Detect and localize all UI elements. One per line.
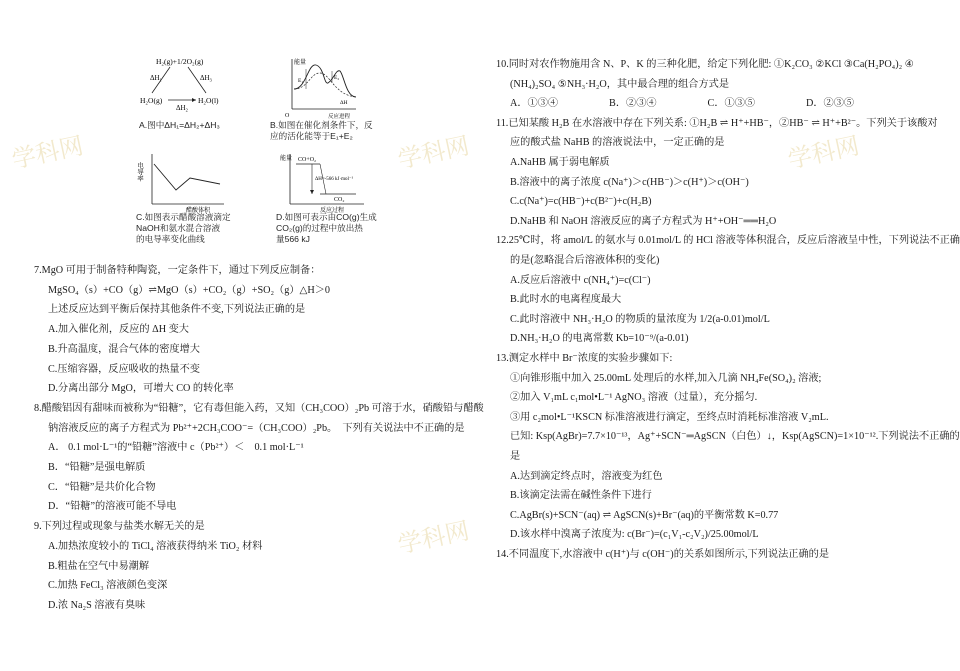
question-stem: 13.测定水样中 Br⁻浓度的实验步骤如下: [496,353,673,364]
watermark-text: 学科网 [395,516,472,559]
question-stem: 10.同时对农作物施用含 N、P、K 的三种化肥，给定下列化肥: ①K₂CO₃ ②KCl ③Ca(H₂PO₄)₂ ④ [496,59,914,70]
question-line: 的是(忽略混合后溶液体积的变化) [510,255,660,266]
question-line: A.达到滴定终点时，溶液变为红色 [510,470,663,482]
figure-d-energy-diagram [280,150,370,212]
svg-text:H₂O(g): H₂O(g) [140,96,163,105]
svg-text:ΔH=-566 kJ·mol⁻¹: ΔH=-566 kJ·mol⁻¹ [315,177,354,182]
question-stem: 8.醋酸铝因有甜味而被称为“铅糖”，它有毒但能入药，又知（CH₃COO）₂Pb 可溶于水，硝酸铅与醋酸 [34,402,484,414]
question-line: C.AgBr(s)+SCN⁻(aq) ⇌ AgSCN(s)+Br⁻(aq)的平衡常数 K=0.77 [510,509,779,521]
question-line: C．“铅糖”是共价化合物 [48,481,156,493]
svg-text:H₂O(l): H₂O(l) [198,96,219,105]
svg-text:电导率: 电导率 [136,162,144,182]
question-line: (NH₄)₂SO₄ ⑤NH₃·H₂O，其中最合理的组合方式是 [510,78,730,90]
question-line: C.c(Na⁺)=c(HB⁻)+c(B²⁻)+c(H₂B) [510,196,652,208]
svg-text:反应过程: 反应过程 [320,207,345,214]
svg-text:CO₂: CO₂ [334,197,345,203]
figure-b-energy-profile [284,55,364,119]
question-line: D.NaHB 和 NaOH 溶液反应的离子方程式为 H⁺+OH⁻══H₂O [510,215,777,227]
svg-text:ΔH: ΔH [340,100,348,106]
question-line: A． 0.1 mol·L⁻¹的“铅糖”溶液中 c（Pb²⁺）＜ 0.1 mol·L⁻¹ [48,442,304,454]
question-line: D.NH₃·H₂O 的电离常数 Kb=10⁻⁹/(a-0.01) [510,333,689,345]
question-line: D.分离出部分 MgO，可增大 CO 的转化率 [48,383,234,395]
question-line: B.粗盐在空气中易潮解 [48,560,150,572]
question-line: A.加入催化剂，反应的 ΔH 变大 [48,324,189,336]
question-line: B.升高温度，混合气体的密度增大 [48,343,200,355]
watermark-3 [785,131,930,185]
svg-text:O: O [285,113,290,119]
svg-text:E₂: E₂ [334,75,340,81]
svg-text:H₂(g)+1/2O₂(g): H₂(g)+1/2O₂(g) [156,57,204,66]
question-line: 钠溶液反应的离子方程式为 Pb²⁺+2CH₃COO⁻=（CH₃COO）₂Pb。 下列有关说法中不正确的是 [48,422,465,434]
figure-c-conductivity-curve [136,150,230,214]
question-line: B.此时水的电离程度最大 [510,294,622,306]
question-line: 上述反应达到平衡后保持其他条件不变,下列说法正确的是 [48,304,306,316]
watermark-text: 学科网 [9,131,86,174]
watermark-text: 学科网 [785,131,862,174]
svg-text:能量: 能量 [294,59,307,66]
figure-d-caption: D.如图可表示由CO(g)生成 CO₂(g)的过程中放出热 量566 kJ [276,212,377,244]
question-line: C.压缩容器，反应吸收的热量不变 [48,363,200,375]
question-line: B．“铅糖”是强电解质 [48,462,146,473]
question-line: A.反应后溶液中 c(NH₄⁺)=c(Cl⁻) [510,274,651,286]
question-line: C.加热 FeCl₃ 溶液颜色变深 [48,580,168,592]
question-stem: 9.下列过程或现象与盐类水解无关的是 [34,521,205,533]
svg-text:反应进程: 反应进程 [328,114,351,120]
question-line: D.浓 Na₂S 溶液有臭味 [48,599,146,611]
question-line: ②加入 V₁mL c₁mol•L⁻¹ AgNO₃ 溶液（过量），充分摇匀. [510,392,758,404]
question-line: D．“铅糖”的溶液可能不导电 [48,501,177,513]
svg-text:ΔH₂: ΔH₂ [176,104,188,112]
figure-a-caption: A.图中ΔH₁=ΔH₂+ΔH₃ [139,120,220,130]
figure-b-caption: B.如图在催化剂条件下，反 应的活化能等于E₁+E₂ [270,120,373,141]
question-line: 应的酸式盐 NaHB 的溶液说法中，一定正确的是 [510,137,725,149]
svg-text:E₁: E₁ [298,78,304,84]
svg-text:ΔH₃: ΔH₃ [200,74,212,82]
question-line: MgSO₄（s）+CO（g）⇌MgO（s）+CO₂（g）+SO₂（g）△H＞0 [48,284,330,296]
question-line: A.NaHB 属于弱电解质 [510,157,610,168]
svg-text:ΔH₁: ΔH₁ [150,74,162,82]
svg-text:能量: 能量 [280,155,293,162]
svg-text:醋酸体积: 醋酸体积 [186,207,211,214]
question-stem: 7.MgO 可用于制备特种陶瓷，一定条件下，通过下列反应制备： [34,265,321,276]
question-line: ③用 c₂mol•L⁻¹KSCN 标准溶液进行滴定，至终点时消耗标准溶液 V₂mL. [510,411,829,423]
question-line: C.此时溶液中 NH₃·H₂O 的物质的量浓度为 1/2(a-0.01)mol/L [510,313,770,325]
question-line: A．①③④ B．②③④ C．①③⑤ D．②③⑤ [510,98,855,110]
question-line: D.该水样中溴离子浓度为: c(Br⁻)=(c₁V₁-c₂V₂)/25.00mol/L [510,529,759,541]
question-line: B.溶液中的离子浓度 c(Na⁺)＞c(HB⁻)＞c(H⁺)＞c(OH⁻) [510,176,749,188]
question-line: B.该滴定法需在碱性条件下进行 [510,490,652,502]
question-line: 已知: Ksp(AgBr)=7.7×10⁻¹³，Ag⁺+SCN⁻═AgSCN（白色）↓，Ksp(AgSCN)=1×10⁻¹².下列说法不正确的 [510,431,960,443]
figure-a-hess-diagram [138,55,228,111]
svg-text:CO+O₂: CO+O₂ [298,157,317,163]
question-stem: 14.不同温度下,水溶液中 c(H⁺)与 c(OH⁻)的关系如图所示,下列说法正确的是 [496,549,830,560]
question-line: 是 [510,451,521,462]
watermark-1 [9,131,134,185]
figure-c-caption: C.如图表示醋酸溶液滴定 NaOH和氨水混合溶液 的电导率变化曲线 [136,212,231,244]
question-line: ①向锥形瓶中加入 25.00mL 处理后的水样,加入几滴 NH₄Fe(SO₄)₂ 溶液; [510,372,822,384]
question-stem: 11.已知某酸 H₂B 在水溶液中存在下列关系: ①H₂B ⇌ H⁺+HB⁻，②HB⁻ ⇌ H⁺+B²⁻。下列关于该酸对 [496,117,938,129]
question-stem: 12.25℃时，将 amol/L 的氨水与 0.01mol/L 的 HCl 溶液等体积混合，反应后溶液呈中性，下列说法不正确 [496,235,960,247]
question-line: A.加热浓度较小的 TiCl₄ 溶液获得纳米 TiO₂ 材料 [48,540,263,552]
watermark-text: 学科网 [395,131,472,174]
